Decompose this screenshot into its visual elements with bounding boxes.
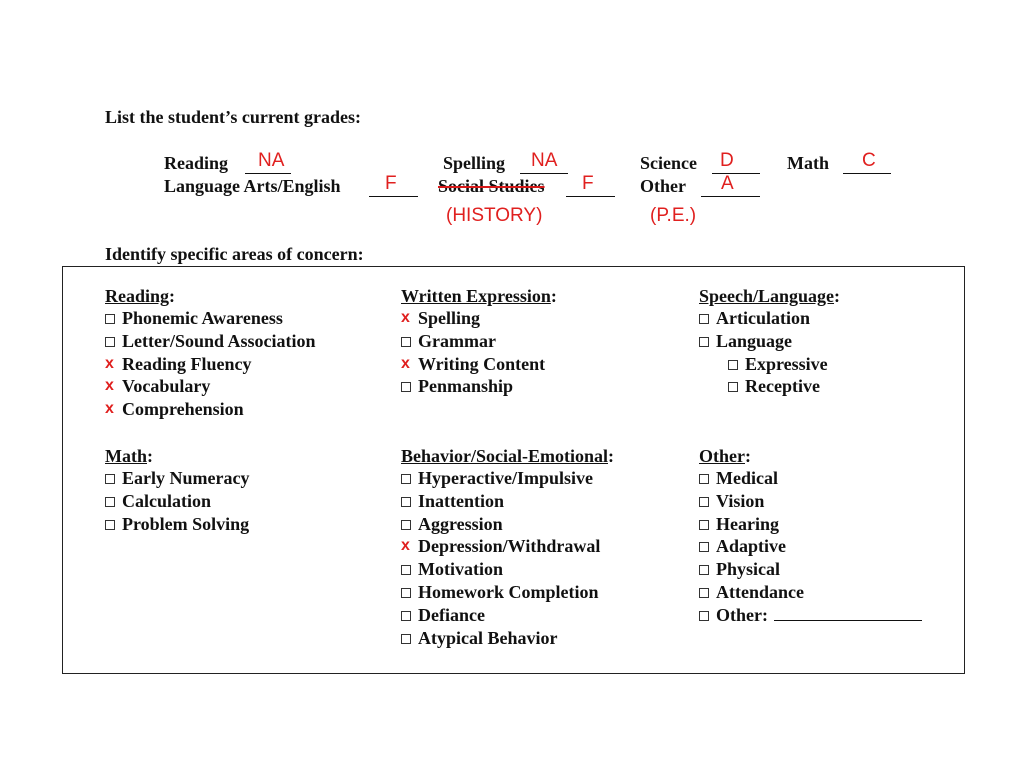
behavior-inattention-item[interactable]: Inattention — [401, 490, 614, 513]
spelling-grade-field[interactable] — [520, 173, 568, 174]
science-grade-value: D — [720, 150, 734, 171]
reading-vocabulary-item[interactable]: x Vocabulary — [105, 376, 211, 397]
checkbox-icon[interactable] — [401, 474, 411, 484]
checkbox-icon[interactable] — [401, 611, 411, 621]
written-content-item[interactable]: x Writing Content — [401, 353, 546, 374]
written-section — [401, 285, 557, 398]
social-studies-grade-field[interactable] — [566, 196, 615, 197]
math-grade-field[interactable] — [843, 173, 891, 174]
checkbox-icon[interactable] — [699, 565, 709, 575]
spelling-grade-value: NA — [531, 150, 558, 171]
checkbox-icon[interactable] — [699, 520, 709, 530]
reading-phonemic-item[interactable]: Phonemic Awareness — [105, 307, 316, 330]
math-grade-value: C — [862, 150, 876, 171]
other-grade-label: Other — [640, 176, 686, 196]
math-calculation-item[interactable]: Calculation — [105, 490, 249, 513]
math-section — [105, 445, 249, 535]
x-mark-icon[interactable]: x — [401, 309, 410, 326]
speech-section — [699, 285, 840, 398]
math-section-title: Math: — [105, 446, 153, 466]
checkbox-icon[interactable] — [699, 497, 709, 507]
written-spelling-item[interactable]: x Spelling — [401, 308, 481, 328]
spelling-grade-label: Spelling — [443, 153, 506, 173]
written-section-title: Written Expression: — [401, 286, 557, 306]
other-text-field[interactable] — [774, 606, 922, 621]
language-arts-grade-field[interactable] — [369, 196, 418, 197]
checkbox-icon[interactable] — [699, 542, 709, 552]
reading-comprehension-item[interactable]: x Comprehension — [105, 399, 244, 420]
checkbox-icon[interactable] — [105, 474, 115, 484]
checkbox-icon[interactable] — [401, 588, 411, 598]
checkbox-icon[interactable] — [105, 520, 115, 530]
social-studies-grade-value: F — [582, 173, 594, 194]
language-arts-grade-label: Language Arts/English — [164, 176, 341, 196]
x-mark-icon[interactable]: x — [401, 537, 410, 555]
other-physical-item[interactable]: Physical — [699, 558, 922, 581]
science-grade-label: Science — [640, 153, 697, 173]
checkbox-icon[interactable] — [105, 337, 115, 347]
speech-receptive-item[interactable]: Receptive — [699, 375, 840, 398]
checkbox-icon[interactable] — [728, 382, 738, 392]
x-mark-icon[interactable]: x — [401, 354, 410, 372]
checkbox-icon[interactable] — [728, 360, 738, 370]
behavior-defiance-item[interactable]: Defiance — [401, 604, 614, 627]
behavior-section — [401, 445, 614, 649]
checkbox-icon[interactable] — [401, 565, 411, 575]
written-grammar-item[interactable]: Grammar — [401, 330, 557, 353]
other-adaptive-item[interactable]: Adaptive — [699, 535, 922, 558]
other-section-title: Other: — [699, 446, 751, 466]
x-mark-icon[interactable]: x — [105, 400, 114, 418]
language-arts-grade-value: F — [385, 173, 397, 194]
behavior-homework-item[interactable]: Homework Completion — [401, 581, 614, 604]
reading-section — [105, 285, 316, 421]
checkbox-icon[interactable] — [699, 314, 709, 324]
other-section — [699, 445, 922, 627]
x-mark-icon[interactable]: x — [105, 354, 114, 372]
behavior-aggression-item[interactable]: Aggression — [401, 513, 614, 536]
social-studies-note: (HISTORY) — [446, 205, 543, 226]
checkbox-icon[interactable] — [699, 474, 709, 484]
science-grade-field[interactable] — [712, 173, 760, 174]
checkbox-icon[interactable] — [105, 497, 115, 507]
checkbox-icon[interactable] — [699, 588, 709, 598]
checkbox-icon[interactable] — [401, 337, 411, 347]
grades-heading: List the student’s current grades: — [105, 107, 361, 127]
reading-grade-label: Reading — [164, 153, 229, 173]
social-studies-grade-label: Social Studies — [438, 176, 545, 196]
other-grade-field[interactable] — [701, 196, 760, 197]
behavior-motivation-item[interactable]: Motivation — [401, 558, 614, 581]
checkbox-icon[interactable] — [105, 314, 115, 324]
x-mark-icon[interactable]: x — [105, 377, 114, 395]
checkbox-icon[interactable] — [401, 382, 411, 392]
other-other-item[interactable]: Other: — [699, 604, 922, 627]
written-penmanship-item[interactable]: Penmanship — [401, 375, 557, 398]
reading-fluency-item[interactable]: x Reading Fluency — [105, 353, 252, 374]
reading-grade-value: NA — [258, 150, 285, 171]
math-problem-solving-item[interactable]: Problem Solving — [105, 513, 249, 536]
other-vision-item[interactable]: Vision — [699, 490, 922, 513]
math-early-numeracy-item[interactable]: Early Numeracy — [105, 467, 249, 490]
other-attendance-item[interactable]: Attendance — [699, 581, 922, 604]
other-grade-value: A — [721, 173, 734, 194]
speech-section-title: Speech/Language: — [699, 286, 841, 306]
checkbox-icon[interactable] — [699, 337, 709, 347]
behavior-atypical-item[interactable]: Atypical Behavior — [401, 627, 614, 650]
speech-expressive-item[interactable]: Expressive — [699, 353, 840, 376]
checkbox-icon[interactable] — [699, 611, 709, 621]
other-grade-note: (P.E.) — [650, 205, 697, 226]
reading-grade-field[interactable] — [245, 173, 291, 174]
behavior-hyperactive-item[interactable]: Hyperactive/Impulsive — [401, 467, 614, 490]
other-hearing-item[interactable]: Hearing — [699, 513, 922, 536]
checkbox-icon[interactable] — [401, 497, 411, 507]
checkbox-icon[interactable] — [401, 634, 411, 644]
reading-section-title: Reading: — [105, 286, 176, 306]
other-medical-item[interactable]: Medical — [699, 467, 922, 490]
speech-articulation-item[interactable]: Articulation — [699, 307, 840, 330]
speech-language-item[interactable]: Language — [699, 330, 840, 353]
checkbox-icon[interactable] — [401, 520, 411, 530]
behavior-depression-item[interactable]: x Depression/Withdrawal — [401, 536, 601, 557]
math-grade-label: Math — [787, 153, 829, 173]
reading-letter-sound-item[interactable]: Letter/Sound Association — [105, 330, 316, 353]
behavior-section-title: Behavior/Social-Emotional: — [401, 446, 614, 466]
concern-heading: Identify specific areas of concern: — [105, 244, 364, 264]
